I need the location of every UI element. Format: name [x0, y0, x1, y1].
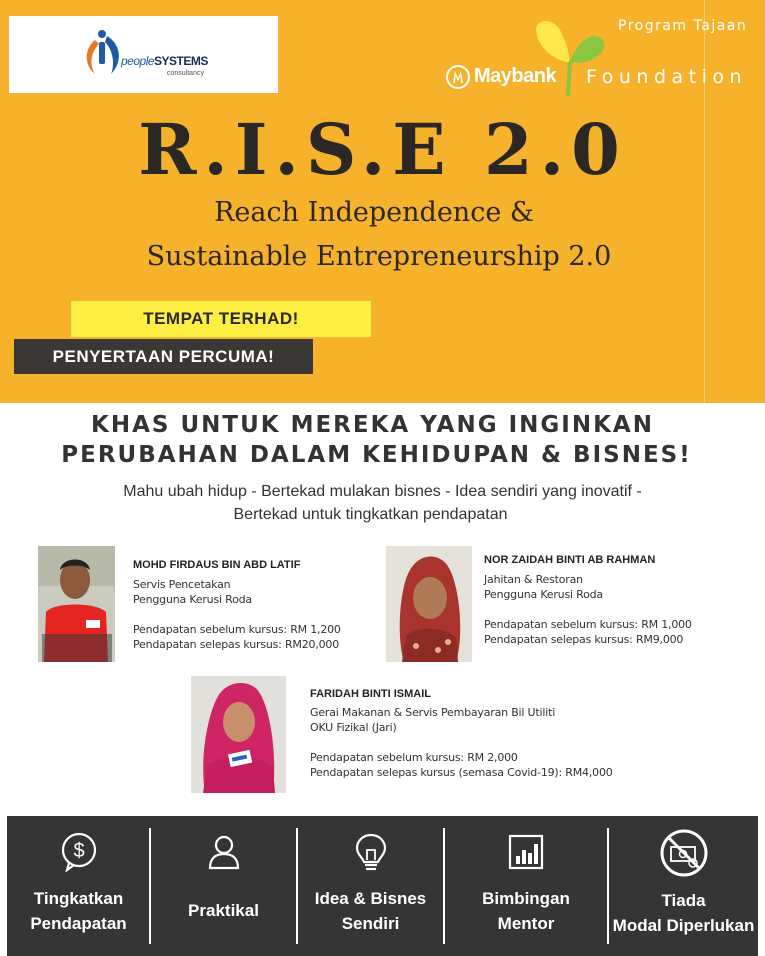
participant-business: Jahitan & Restoran: [484, 573, 583, 586]
feature-item: [298, 816, 443, 956]
program-subtitle-line2: Sustainable Entrepreneurship 2.0: [146, 241, 612, 272]
top-banner: [0, 0, 765, 403]
participant-category: OKU Fizikal (Jari): [310, 721, 397, 734]
program-subtitle-line1: Reach Independence &: [214, 197, 534, 228]
headline-line2: PERUBAHAN DALAM KEHIDUPAN & BISNES!: [61, 442, 692, 468]
svg-text:$: $: [72, 840, 85, 862]
bar-chart-icon: [506, 832, 546, 872]
headline-line1: KHAS UNTUK MEREKA YANG INGINKAN: [91, 412, 654, 438]
participant-business: Servis Pencetakan: [133, 578, 231, 591]
participant-name: NOR ZAIDAH BINTI AB RAHMAN: [484, 554, 656, 566]
sponsor-name: Maybank: [474, 65, 557, 87]
participant-name: MOHD FIRDAUS BIN ABD LATIF: [133, 559, 301, 571]
features-bar: [7, 816, 758, 956]
feature-item: [609, 816, 758, 956]
participant-photo: [38, 546, 115, 662]
feature-label-line2: Modal Diperlukan: [612, 916, 755, 935]
feature-label-line1: Tiada: [661, 891, 706, 910]
feature-label-line2: Sendiri: [341, 914, 400, 933]
participant-photo: [191, 676, 286, 793]
feature-label-line1: Tingkatkan: [33, 889, 124, 908]
participant-category: Pengguna Kerusi Roda: [484, 588, 603, 601]
program-label: Program Tajaan: [618, 18, 748, 34]
participant-income-before: Pendapatan sebelum kursus: RM 1,000: [484, 618, 692, 631]
participant-category: Pengguna Kerusi Roda: [133, 593, 252, 606]
feature-label-line1: Praktikal: [188, 901, 259, 920]
feature-label-line1: Bimbingan: [482, 889, 570, 908]
program-title: R.I.S.E 2.0: [138, 108, 627, 191]
partner-logo-sub: consultancy: [167, 70, 204, 77]
feature-item: [445, 816, 607, 956]
feature-item: [151, 816, 296, 956]
intro-line1: Mahu ubah hidup - Bertekad mulakan bisnes - Idea sendiri yang inovatif -: [123, 483, 642, 500]
lightbulb-icon: [351, 832, 391, 872]
dollar-bubble-icon: [59, 832, 99, 872]
sponsor-suffix: Foundation: [586, 66, 748, 88]
maybank-logo-icon: [446, 65, 470, 89]
participant-income-after: Pendapatan selepas kursus: RM9,000: [484, 633, 684, 646]
feature-label-line2: Pendapatan: [30, 914, 127, 933]
limited-seats-tag: TEMPAT TERHAD!: [71, 301, 371, 337]
intro-line2: Bertekad untuk tingkatkan pendapatan: [233, 506, 508, 523]
participant-income-before: Pendapatan sebelum kursus: RM 1,200: [133, 623, 341, 636]
feature-item: [7, 816, 150, 956]
feature-label-line2: Mentor: [497, 914, 555, 933]
partner-logo-name: peopleSYSTEMS: [121, 54, 208, 68]
participant-income-before: Pendapatan sebelum kursus: RM 2,000: [310, 751, 518, 764]
participant-income-after: Pendapatan selepas kursus (semasa Covid-19): RM4,000: [310, 766, 613, 779]
no-money-icon: [659, 828, 709, 878]
people-systems-logo-icon: [81, 24, 125, 84]
participant-business: Gerai Makanan & Servis Pembayaran Bil Utiliti: [310, 706, 556, 719]
free-participation-tag: PENYERTAAN PERCUMA!: [14, 339, 313, 374]
partner-logo: [9, 16, 278, 93]
feature-label-line1: Idea & Bisnes: [314, 889, 427, 908]
participant-photo: [386, 546, 472, 662]
participant-name: FARIDAH BINTI ISMAIL: [310, 688, 431, 700]
person-icon: [204, 832, 244, 872]
participant-income-after: Pendapatan selepas kursus: RM20,000: [133, 638, 340, 651]
